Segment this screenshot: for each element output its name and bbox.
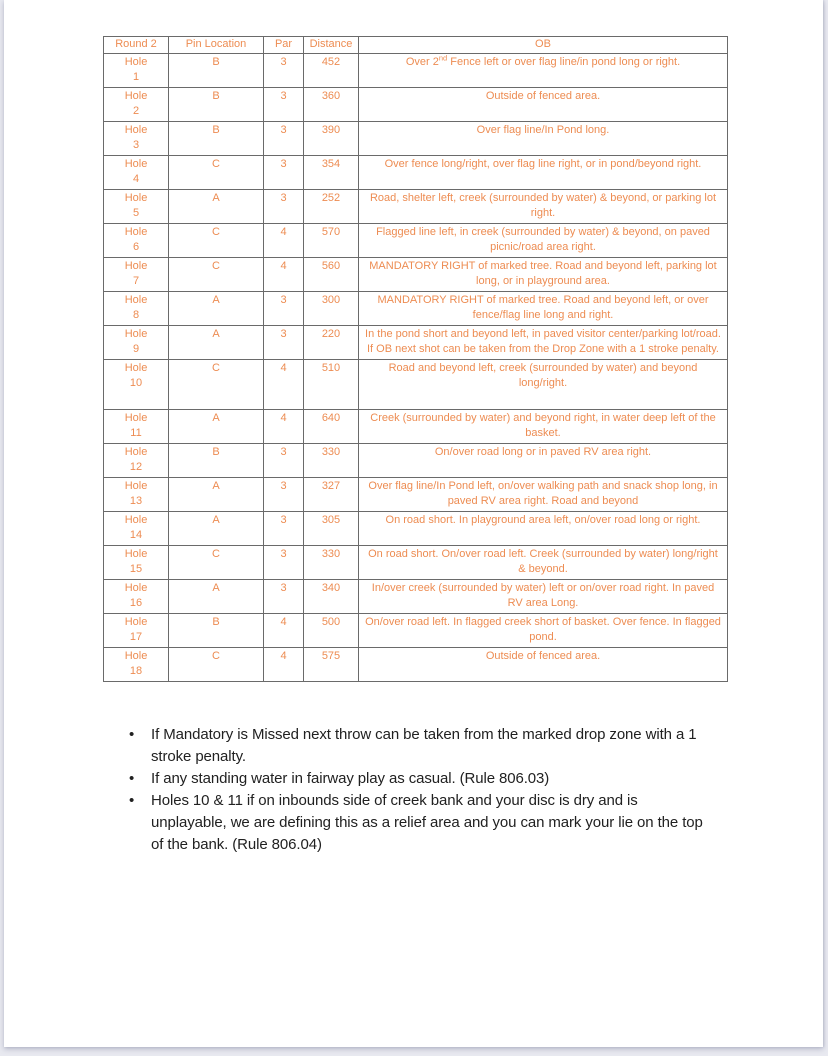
par-cell: 4	[264, 614, 304, 648]
ob-text: Over flag line/In Pond left, on/over walking path and snack shop long, in paved RV area right. Road and beyond	[368, 480, 718, 507]
hole-cell	[104, 546, 169, 580]
header-round-2: Round 2	[104, 37, 169, 54]
hole-label: Hole	[124, 158, 148, 170]
hole-label: Hole	[124, 582, 148, 594]
table-row	[104, 156, 728, 190]
par-cell: 3	[264, 444, 304, 478]
hole-cell	[104, 648, 169, 682]
hole-label: Hole	[124, 514, 148, 526]
table-row	[104, 122, 728, 156]
ob-cell	[359, 54, 728, 88]
ob-cell	[359, 444, 728, 478]
par-cell: 4	[264, 258, 304, 292]
hole-label: Hole	[124, 294, 148, 306]
hole-number: 10	[129, 377, 143, 389]
ob-cell	[359, 190, 728, 224]
pin-location-cell: C	[169, 224, 264, 258]
hole-number: 17	[129, 631, 143, 643]
par-cell: 3	[264, 122, 304, 156]
hole-label: Hole	[124, 260, 148, 272]
hole-number: 8	[132, 309, 140, 321]
par-cell: 3	[264, 326, 304, 360]
ob-text: Flagged line left, in creek (surrounded by water) & beyond, on paved picnic/road area right.	[376, 226, 710, 253]
pin-location-cell: A	[169, 512, 264, 546]
ob-cell	[359, 410, 728, 444]
distance-cell: 330	[304, 546, 359, 580]
table-row	[104, 326, 728, 360]
ob-cell	[359, 258, 728, 292]
distance-cell: 220	[304, 326, 359, 360]
distance-cell: 452	[304, 54, 359, 88]
hole-cell	[104, 444, 169, 478]
hole-cell	[104, 224, 169, 258]
pin-location-cell: B	[169, 614, 264, 648]
distance-cell: 360	[304, 88, 359, 122]
par-cell: 4	[264, 224, 304, 258]
hole-number: 5	[132, 207, 140, 219]
ob-text: On road short. In playground area left, on/over road long or right.	[385, 514, 701, 526]
pin-location-cell: C	[169, 258, 264, 292]
distance-cell: 354	[304, 156, 359, 190]
distance-cell: 327	[304, 478, 359, 512]
hole-number: 1	[132, 71, 140, 83]
par-cell: 3	[264, 478, 304, 512]
hole-label: Hole	[124, 412, 148, 424]
hole-label: Hole	[124, 480, 148, 492]
table-row	[104, 478, 728, 512]
table-row	[104, 410, 728, 444]
distance-cell: 570	[304, 224, 359, 258]
hole-number: 16	[129, 597, 143, 609]
hole-label: Hole	[124, 548, 148, 560]
ob-cell	[359, 224, 728, 258]
hole-number: 9	[132, 343, 140, 355]
hole-number: 6	[132, 241, 140, 253]
pin-location-cell: B	[169, 122, 264, 156]
hole-number: 14	[129, 529, 143, 541]
ob-cell	[359, 648, 728, 682]
table-row	[104, 292, 728, 326]
ob-text: On road short. On/over road left. Creek (surrounded by water) long/right & beyond.	[368, 548, 718, 575]
distance-cell: 340	[304, 580, 359, 614]
ob-cell	[359, 614, 728, 648]
ob-text: Over flag line/In Pond long.	[476, 124, 610, 136]
ob-cell	[359, 326, 728, 360]
hole-label: Hole	[124, 124, 148, 136]
hole-cell	[104, 512, 169, 546]
ob-cell	[359, 122, 728, 156]
table-row	[104, 546, 728, 580]
pin-location-cell: C	[169, 546, 264, 580]
pin-location-cell: A	[169, 580, 264, 614]
par-cell: 3	[264, 292, 304, 326]
ob-text: Outside of fenced area.	[485, 650, 601, 662]
hole-label: Hole	[124, 192, 148, 204]
ob-cell	[359, 512, 728, 546]
table-row	[104, 614, 728, 648]
distance-cell: 575	[304, 648, 359, 682]
hole-label: Hole	[124, 446, 148, 458]
ob-text: Over 2	[405, 56, 439, 68]
table-row	[104, 88, 728, 122]
ob-cell	[359, 88, 728, 122]
pin-location-cell: C	[169, 360, 264, 410]
header-par: Par	[264, 37, 304, 54]
par-cell: 4	[264, 360, 304, 410]
par-cell: 3	[264, 54, 304, 88]
hole-cell	[104, 258, 169, 292]
hole-label: Hole	[124, 616, 148, 628]
ob-cell	[359, 360, 728, 410]
par-cell: 4	[264, 410, 304, 444]
table-row	[104, 580, 728, 614]
hole-label: Hole	[124, 362, 148, 374]
hole-cell	[104, 410, 169, 444]
pin-location-cell: A	[169, 478, 264, 512]
pin-location-cell: B	[169, 88, 264, 122]
hole-number: 3	[132, 139, 140, 151]
hole-number: 11	[130, 427, 142, 439]
hole-label: Hole	[124, 90, 148, 102]
table-row	[104, 360, 728, 410]
ob-text: Road and beyond left, creek (surrounded by water) and beyond long/right.	[388, 362, 698, 389]
hole-cell	[104, 326, 169, 360]
ob-text: On/over road left. In flagged creek short of basket. Over fence. In flagged pond.	[365, 616, 721, 643]
hole-cell	[104, 88, 169, 122]
hole-cell	[104, 190, 169, 224]
hole-number: 2	[132, 105, 140, 117]
table-row	[104, 648, 728, 682]
ob-cell	[359, 156, 728, 190]
pin-location-cell: B	[169, 54, 264, 88]
ob-text: Fence left or over flag line/in pond long or right.	[447, 56, 681, 68]
hole-number: 15	[129, 563, 143, 575]
distance-cell: 390	[304, 122, 359, 156]
ob-text: MANDATORY RIGHT of marked tree. Road and beyond left, or over fence/flag line long and right.	[377, 294, 709, 321]
hole-number: 18	[129, 665, 143, 677]
pin-location-cell: A	[169, 326, 264, 360]
ob-text: nd	[438, 53, 448, 63]
pin-location-cell: A	[169, 410, 264, 444]
hole-number: 12	[129, 461, 143, 473]
table-row	[104, 54, 728, 88]
hole-number: 7	[132, 275, 140, 287]
hole-cell	[104, 122, 169, 156]
distance-cell: 510	[304, 360, 359, 410]
header-pin-location: Pin Location	[169, 37, 264, 54]
par-cell: 3	[264, 88, 304, 122]
ob-cell	[359, 292, 728, 326]
hole-label: Hole	[124, 56, 148, 68]
par-cell: 3	[264, 512, 304, 546]
distance-cell: 330	[304, 444, 359, 478]
ob-cell	[359, 546, 728, 580]
table-row	[104, 512, 728, 546]
ob-text: Outside of fenced area.	[485, 90, 601, 102]
par-cell: 3	[264, 190, 304, 224]
table-row	[104, 444, 728, 478]
table-header-row	[104, 37, 728, 54]
note-drop-zone: • If Mandatory is Missed next throw can be taken from the marked drop zone with a 1 stroke penalty.	[128, 724, 706, 768]
table-row	[104, 224, 728, 258]
distance-cell: 300	[304, 292, 359, 326]
round-2-ob-table	[103, 36, 728, 682]
note-creek-bank-relief: • Holes 10 & 11 if on inbounds side of creek bank and your disc is dry and is unplayable, we are defining this as a relief area and you can mark your lie on the top of the bank. (Rule 806.04)	[128, 790, 706, 856]
hole-cell	[104, 614, 169, 648]
ob-cell	[359, 478, 728, 512]
distance-cell: 305	[304, 512, 359, 546]
header-ob: OB	[359, 37, 728, 54]
ob-text: On/over road long or in paved RV area right.	[434, 446, 652, 458]
par-cell: 3	[264, 580, 304, 614]
ob-cell	[359, 580, 728, 614]
hole-label: Hole	[124, 226, 148, 238]
par-cell: 3	[264, 156, 304, 190]
hole-cell	[104, 478, 169, 512]
pin-location-cell: A	[169, 292, 264, 326]
hole-label: Hole	[124, 328, 148, 340]
ob-text: Creek (surrounded by water) and beyond right, in water deep left of the basket.	[370, 412, 716, 439]
table-row	[104, 190, 728, 224]
rules-notes-list	[128, 724, 706, 856]
hole-cell	[104, 54, 169, 88]
ob-text: In the pond short and beyond left, in paved visitor center/parking lot/road. If OB next shot can be taken from the Drop Zone with a 1 stroke penalty.	[365, 328, 721, 355]
table-row	[104, 258, 728, 292]
pin-location-cell: C	[169, 156, 264, 190]
par-cell: 3	[264, 546, 304, 580]
distance-cell: 252	[304, 190, 359, 224]
distance-cell: 640	[304, 410, 359, 444]
ob-text: MANDATORY RIGHT of marked tree. Road and beyond left, parking lot long, or in playground area.	[369, 260, 717, 287]
distance-cell: 560	[304, 258, 359, 292]
hole-number: 13	[129, 495, 143, 507]
note-casual-water: • If any standing water in fairway play as casual. (Rule 806.03)	[128, 768, 706, 790]
ob-text: In/over creek (surrounded by water) left or on/over road right. In paved RV area Long.	[371, 582, 715, 609]
document-page	[4, 0, 823, 1047]
hole-cell	[104, 156, 169, 190]
hole-cell	[104, 580, 169, 614]
header-distance: Distance	[304, 37, 359, 54]
distance-cell: 500	[304, 614, 359, 648]
hole-cell	[104, 292, 169, 326]
par-cell: 4	[264, 648, 304, 682]
ob-text: Road, shelter left, creek (surrounded by water) & beyond, or parking lot right.	[369, 192, 717, 219]
ob-text: Over fence long/right, over flag line right, or in pond/beyond right.	[384, 158, 702, 170]
pin-location-cell: B	[169, 444, 264, 478]
hole-label: Hole	[124, 650, 148, 662]
pin-location-cell: C	[169, 648, 264, 682]
hole-cell	[104, 360, 169, 410]
pin-location-cell: A	[169, 190, 264, 224]
hole-number: 4	[132, 173, 140, 185]
